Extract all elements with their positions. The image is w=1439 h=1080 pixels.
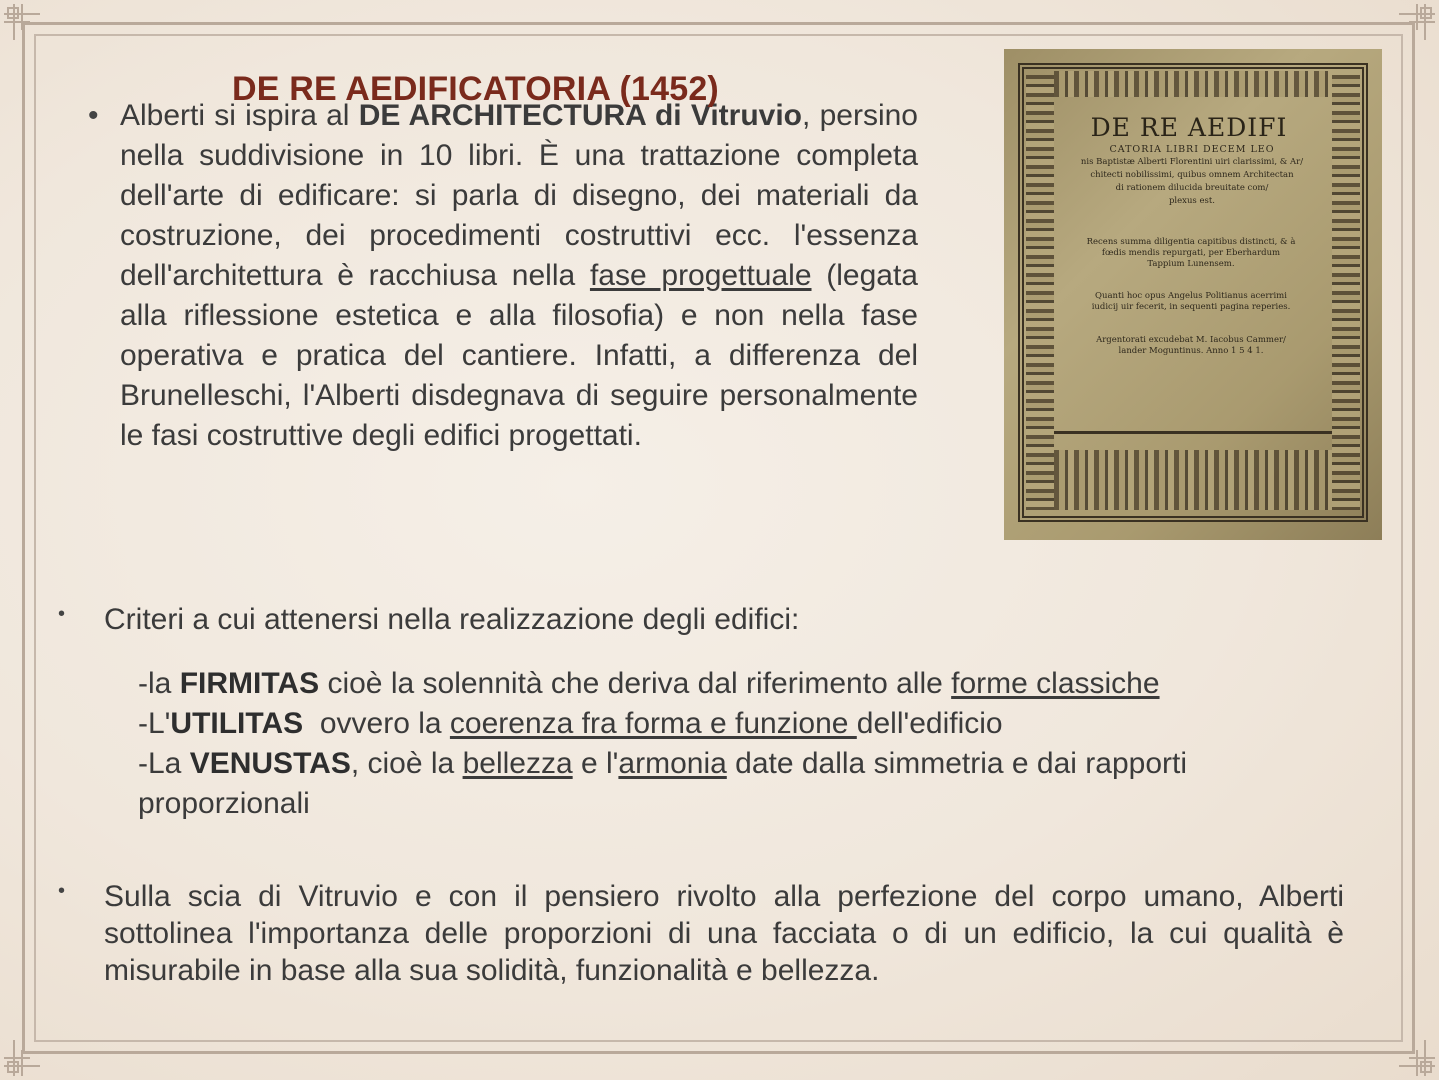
book-ornament-top [1054, 71, 1332, 97]
book-rule [1054, 431, 1332, 434]
book-line: di rationem dilucida breuitate com/ [1115, 183, 1269, 193]
intro-bold-title: DE ARCHITECTURA di Vitruvio [358, 99, 803, 132]
conclusion-paragraph: Sulla scia di Vitruvio e con il pensiero rivolto alla perfezione del corpo umano, Alberti sottolinea l'importanza delle proporzioni di una facciata o di un edificio, la cui qualità è misurabile in base alla sua solidità, funzionalità e bellezza. [104, 880, 1344, 987]
book-line: plexus est. [1168, 196, 1216, 206]
intro-underline: fase progettuale [589, 259, 812, 292]
book-frontispiece-image [1004, 49, 1382, 540]
criterion-utilitas [138, 704, 1338, 744]
book-title: DE RE AEDIFI [1090, 113, 1288, 142]
book-line: Recens summa diligentia capitibus distincti, & à [1086, 237, 1296, 247]
criterion-underline: bellezza [462, 747, 573, 780]
criterion-venustas [138, 744, 1338, 824]
bullet-marker: • [58, 880, 66, 902]
criterion-term: FIRMITAS [179, 667, 320, 700]
criteria-heading: Criteri a cui attenersi nella realizzazione degli edifici: [104, 603, 800, 636]
intro-text-2: , persino nella suddivisione in 10 libri. È una trattazione completa dell'arte di edificare: si parla di disegno, dei materiali da costruzione, dei procedimenti costruttivi ecc. l'essenza dell'architettura è racchiusa nella [120, 99, 918, 292]
slide-title: DE RE AEDIFICATORIA (1452) [232, 70, 719, 108]
corner-ornament-icon [0, 0, 60, 60]
book-line: nis Baptistæ Alberti Florentini uiri clarissimi, & Ar/ [1080, 157, 1304, 167]
criteria-list [138, 664, 1338, 824]
bullet-marker: • [58, 603, 66, 625]
corner-ornament-icon [0, 1020, 60, 1080]
criterion-text: , cioè la [350, 747, 463, 780]
intro-text-1: Alberti si ispira al [120, 99, 359, 132]
book-block-4 [1076, 335, 1306, 357]
corner-ornament-icon [1379, 1020, 1439, 1080]
book-block-2 [1076, 237, 1306, 270]
criterion-text: ovvero la [303, 707, 450, 740]
criterion-text: dell'edificio [856, 707, 1003, 740]
book-ornament-bottom [1054, 450, 1332, 510]
criterion-term: UTILITAS [170, 707, 304, 740]
book-block-3 [1076, 291, 1306, 313]
criterion-underline: forme classiche [951, 667, 1160, 700]
intro-paragraph [120, 96, 918, 456]
criterion-text: e l' [572, 747, 619, 780]
book-ornament-right [1332, 75, 1360, 510]
book-line: chitecti nobilissimi, quibus omnem Architectan [1090, 170, 1294, 180]
book-line: iudicij uir fecerit, in sequenti pagina reperies. [1091, 302, 1291, 312]
book-ornament-left [1026, 75, 1054, 510]
criterion-text: -L' [138, 707, 171, 740]
criterion-text: -la [138, 667, 180, 700]
book-line: fœdis mendis repurgati, per Eberhardum [1101, 248, 1281, 258]
book-line: Argentorati excudebat M. Iacobus Cammer/ [1096, 335, 1286, 345]
book-line: CATORIA LIBRI DECEM LEO [1109, 144, 1275, 155]
book-subtitle [1066, 143, 1318, 208]
criterion-underline: armonia [618, 747, 727, 780]
book-line: Quanti hoc opus Angelus Politianus acerrimi [1095, 291, 1287, 301]
book-line: lander Moguntinus. Anno 1 5 4 1. [1118, 346, 1264, 356]
criterion-text: cioè la solennità che deriva dal riferimento alle [319, 667, 952, 700]
corner-ornament-icon [1379, 0, 1439, 60]
criterion-firmitas [138, 664, 1338, 704]
criterion-underline: coerenza fra forma e funzione [449, 707, 857, 740]
criterion-text: -La [138, 747, 190, 780]
bullet-marker: • [88, 99, 99, 132]
criterion-term: VENUSTAS [189, 747, 351, 780]
book-line: Tappium Lunensem. [1147, 259, 1235, 269]
intro-text-3: (legata alla riflessione estetica e alla filosofia) e non nella fase operativa e pratica del cantiere. Infatti, a differenza del Brunelleschi, l'Alberti disdegnava di seguire personalmente le fasi costruttive degli edifici progettati. [120, 259, 918, 452]
criterion-text: date dalla simmetria e dai rapporti proporzionali [138, 747, 1188, 820]
